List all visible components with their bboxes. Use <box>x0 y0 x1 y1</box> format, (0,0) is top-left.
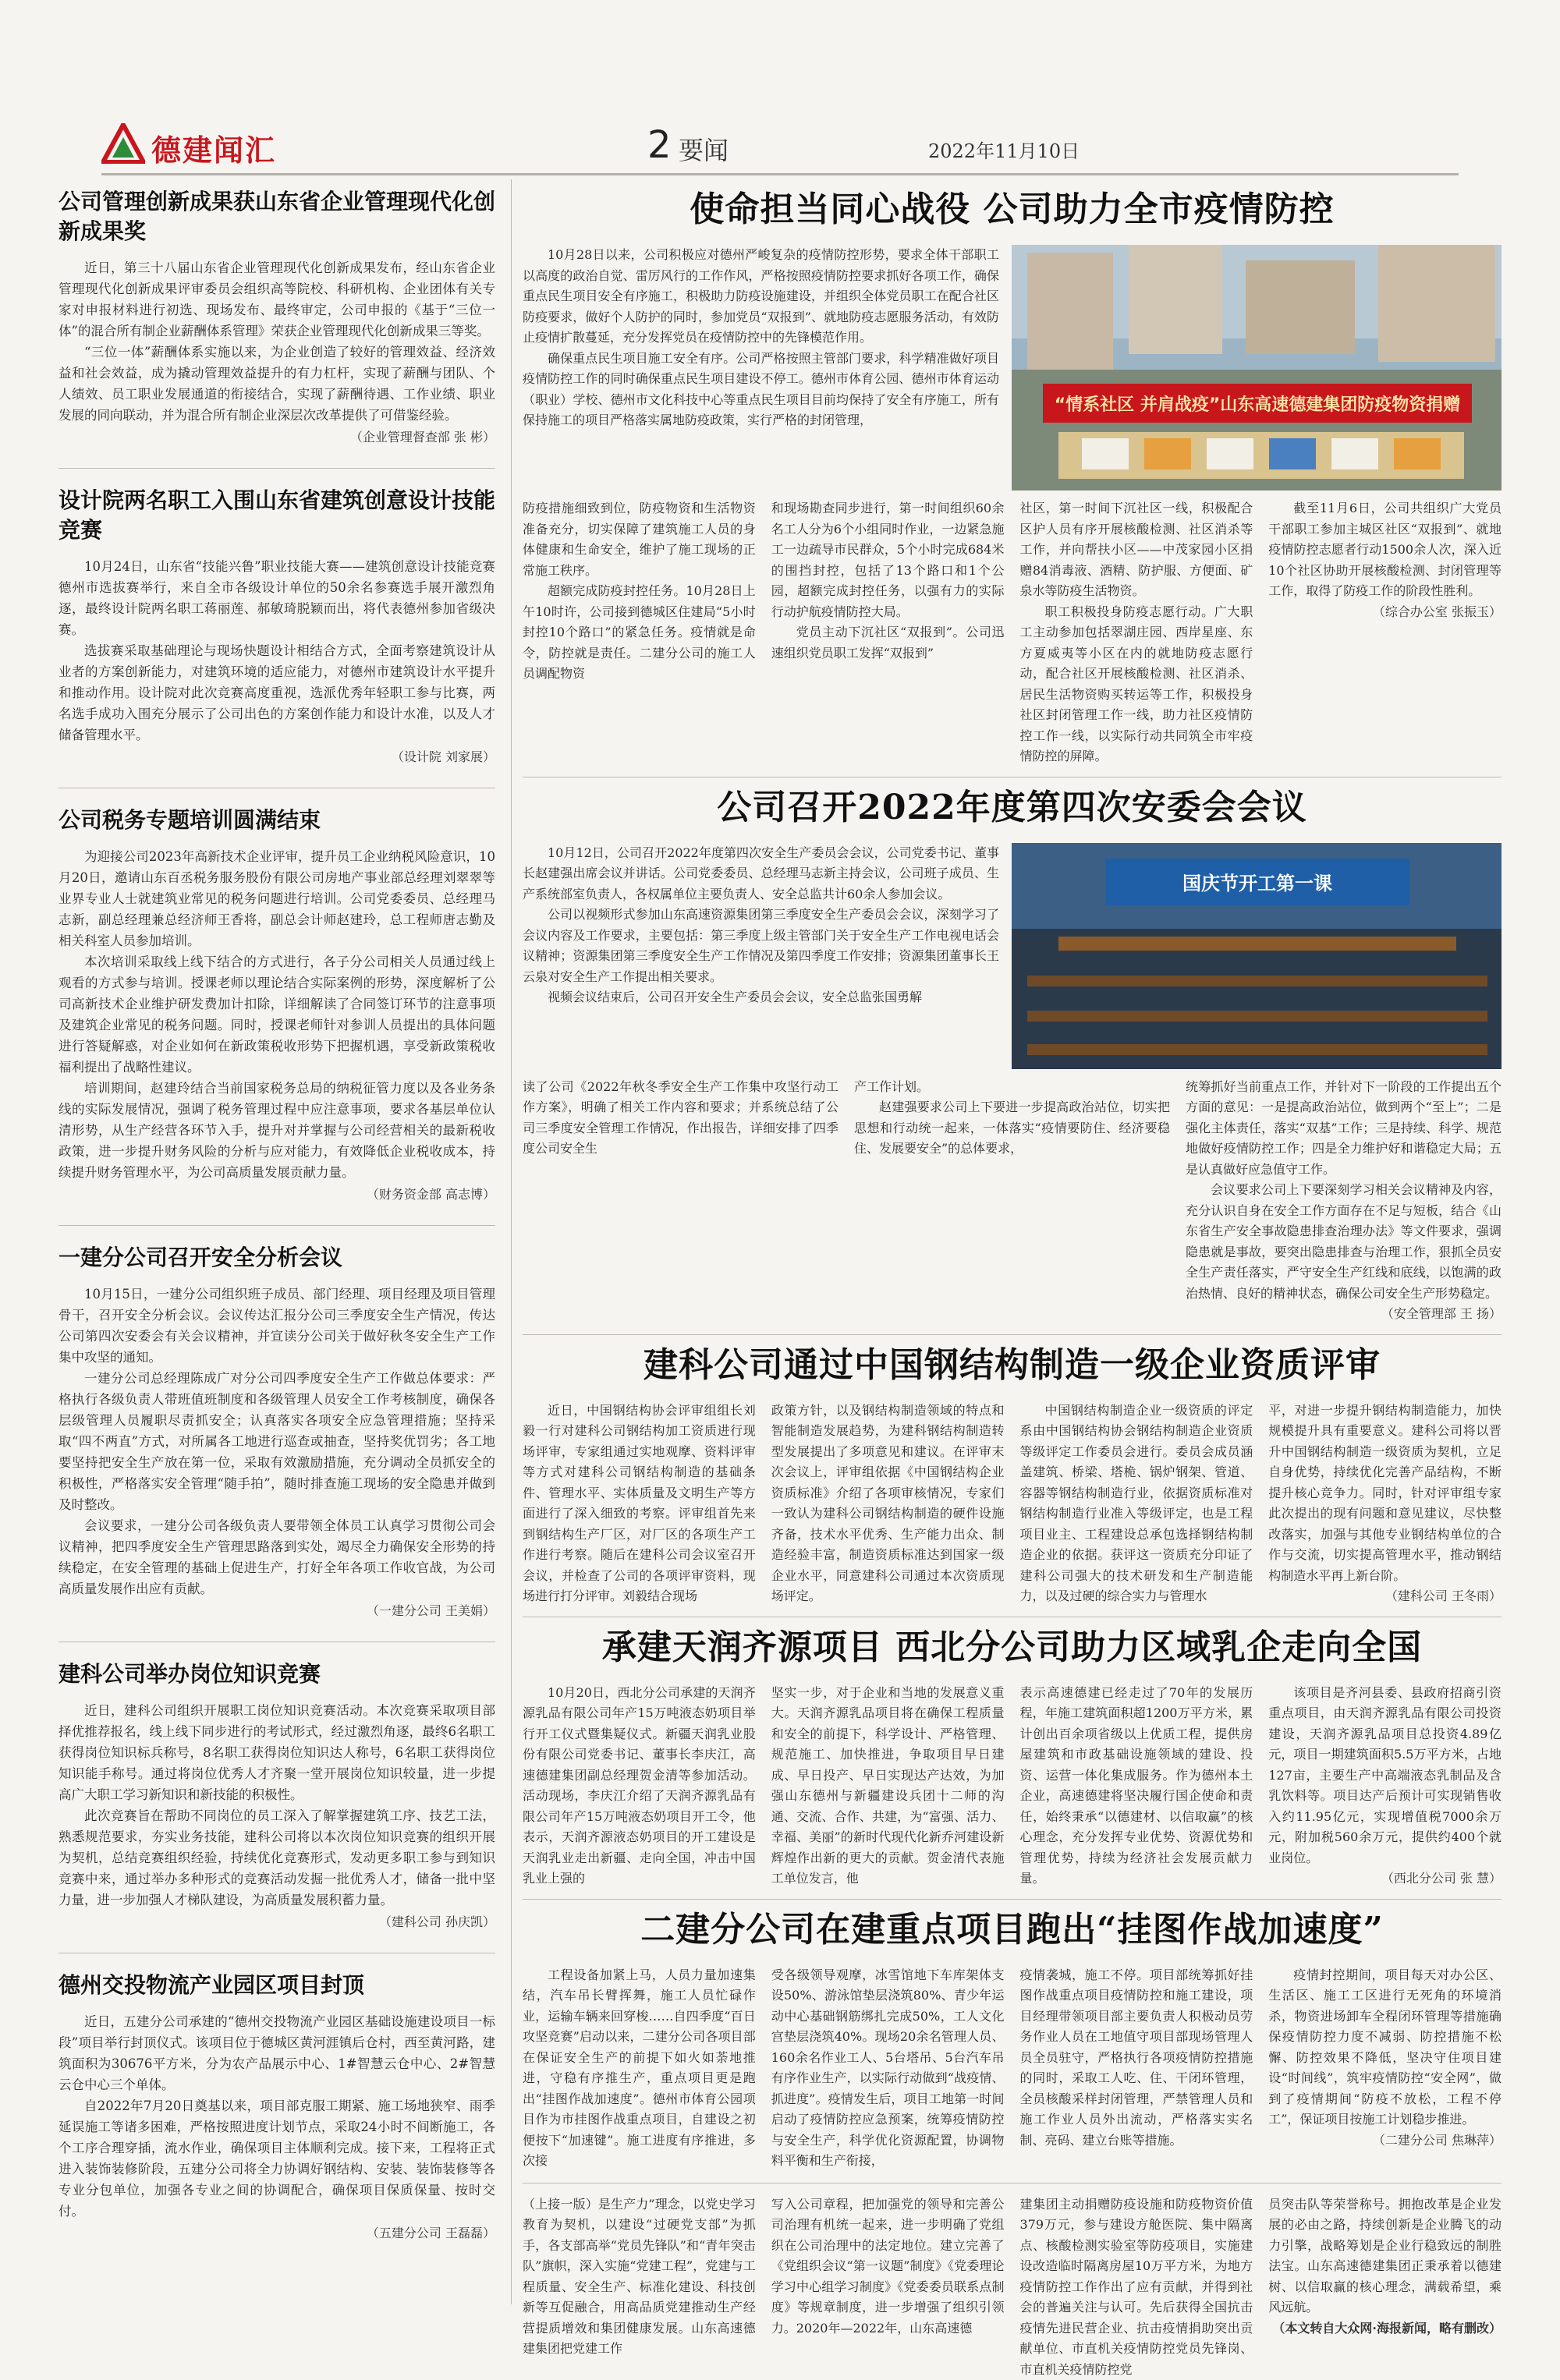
byline: （本文转自大众网·海报新闻，略有删改） <box>1268 2318 1502 2339</box>
left-column <box>58 187 495 2264</box>
article-continued <box>523 2194 1502 2380</box>
paragraph: 赵建强要求公司上下要进一步提高政治站位，切实把思想和行动统一起来，一体落实“疫情要防住、经济要稳住、发展要安全”的总体要求， <box>854 1097 1170 1160</box>
paragraph: 建集团主动捐赠防疫设施和防疫物资价值379万元，参与建设方舱医院、集中隔离点、核酸检测实验室等防疫项目，实施建设改造临时隔离房屋10万平方米，为地方疫情防控工作作出了应有贡献，并得到社会的普遍关注与认可。先后获得全国抗击疫情先进民营企业、抗击疫情捐助突出贡献单位、市直机关疫情防控党员先锋岗、市直机关疫情防控党 <box>1020 2194 1253 2380</box>
paragraph: 视频会议结束后，公司召开安全生产委员会会议，安全总监张国勇解 <box>523 987 999 1008</box>
divider <box>523 1899 1502 1900</box>
paragraph: “三位一体”薪酬体系实施以来，为企业创造了较好的管理效益、经济效益和社会效益，成为撬动管理效益提升的有力杠杆，实现了薪酬与团队、个人绩效、员工职业发展通道的衔接结合，实现了薪酬待遇、工作业绩、职业发展的同向联动，并为混合所有制企业深层次改革提供了可借鉴经验。 <box>58 342 495 426</box>
article-text <box>1186 1077 1502 1325</box>
paragraph: 一建分公司总经理陈成广对分公司四季度安全生产工作做总体要求：严格执行各级负责人带班值班制度和各级管理人员安全工作考核制度，确保各层级管理人员履职尽责抓安全；认真落实各项安全应急管理措施；坚持采取“四不两直”方式，对所属各工地进行巡查或抽查，坚持奖优罚劣；各工地要坚持把安全生产放在第一位，采取有效激励措施，充分调动全员抓安全的积极性，严格落实安全管理“随手拍”，随时排查施工现场的安全隐患并做到及时整改。 <box>58 1368 495 1515</box>
paragraph: 平，对进一步提升钢结构制造能力，加快规模提升具有重要意义。建科公司将以晋升中国钢结构制造一级资质为契机，立足自身优势，持续优化完善产品结构，不断提升核心竞争力。同时，针对评审组专家此次提出的现有问题和意见建议，尽快整改落实，加强与其他专业钢结构单位的合作与交流，切实提高管理水平，推动钢结构制造水平再上新台阶。 <box>1268 1401 1502 1587</box>
article-title: 二建分公司在建重点项目跑出“挂图作战加速度” <box>523 1906 1502 1954</box>
paragraph: 10月15日，一建分公司组织班子成员、部门经理、项目经理及项目管理骨干，召开安全分析会议。会议传达汇报分公司三季度安全生产情况，传达公司第四次安委会有关会议精神，并宣读分公司关于做好秋冬安全生产工作集中攻坚的通知。 <box>58 1284 495 1368</box>
article-title: 一建分公司召开安全分析会议 <box>58 1243 495 1273</box>
paragraph: 近日，中国钢结构协会评审组组长刘毅一行对建科公司钢结构加工资质进行现场评审，专家组通过实地观摩、资料评审等方式对建科公司钢结构制造的基础条件、管理水平、实体质量及文明生产等方面进行了深入细致的考察。评审组首先来到钢结构生产厂区，对厂区的各项生产工作进行考察。随后在建科公司会议室召开会议，并检查了公司的各项评审资料，现场进行打分评审。刘毅结合现场 <box>523 1401 756 1607</box>
article-text <box>854 1077 1170 1325</box>
byline: （建科公司 王冬雨） <box>1268 1586 1502 1607</box>
paragraph: 社区，第一时间下沉社区一线，积极配合区护人员有序开展核酸检测、社区消杀等工作，并向帮扶小区——中茂家园小区捐赠84消毒液、酒精、防护服、方便面、矿泉水等防疫生活物资。 <box>1020 498 1253 602</box>
article-text <box>1268 1965 1502 2172</box>
right-column <box>523 179 1502 2380</box>
byline: （二建分公司 焦琳萍） <box>1268 2130 1502 2152</box>
article-text <box>523 1077 838 1325</box>
article-text <box>1020 1401 1253 1607</box>
article-text <box>1020 2194 1253 2380</box>
paragraph: 培训期间，赵建玲结合当前国家税务总局的纳税征管力度以及各业务条线的实际发展情况，强调了税务管理过程中应注意事项，要求各基层单位认清形势，从生产经营各环节入手，提升对并掌握与公司经营相关的最新税收政策，进一步提升财务风险的分析与应对能力，有效降低企业税收成本，持续提升财务管理水平，为公司高质量发展贡献力量。 <box>58 1078 495 1183</box>
paragraph: 疫情袭城，施工不停。项目部统筹抓好挂图作战重点项目疫情防控和施工建设，项目经理带领项目部主要负责人积极动员劳务作业人员在工地值守项目部现场管理人员全员驻守，严格执行各项疫情防控措施的同时，采取工人吃、住、干闭环管理，全员核酸采样封闭管理，严禁管理人员和施工作业人员外出流动，严格落实实名制、亮码、建立台账等措施。 <box>1020 1965 1253 2152</box>
article-text <box>1268 1683 1502 1889</box>
paragraph: （上接一版）是生产力”理念，以党史学习教育为契机，以建设“过硬党支部”为抓手，各支部高举“党员先锋队”和“青年突击队”旗帜，深入实施“党建工程”，党建与工程质量、安全生产、标准化建设、科技创新等互促融合，用高品质党建推动生产经营提质增效和集团健康发展。山东高速德建集团把党建工作 <box>523 2194 756 2360</box>
article-safety <box>523 784 1502 1325</box>
byline: （综合办公室 张振玉） <box>1268 602 1502 623</box>
article <box>58 806 495 1205</box>
paper-name: 德建闻汇 <box>151 126 276 169</box>
article <box>58 187 495 448</box>
donation-photo <box>1012 245 1502 491</box>
paragraph: 员突击队等荣誉称号。拥抱改革是企业发展的必由之路，持续创新是企业腾飞的动力引擎，战略筹划是企业行稳致远的制胜法宝。山东高速德建集团正秉承着以德建树、以信取赢的核心理念，满载希望，乘风远航。 <box>1268 2194 1502 2318</box>
meeting-photo <box>1012 843 1502 1069</box>
issue-date: 2022年11月10日 <box>928 136 1080 163</box>
paragraph: 和现场勘查同步进行，第一时间组织60余名工人分为6个小组同时作业，一边紧急施工一边疏导市民群众，5个小时完成684米的围挡封控，包括了13个路口和1个公园，超额完成封控任务，以强有力的实际行动护航疫情防控大局。 <box>771 498 1005 622</box>
paragraph: 为迎接公司2023年高新技术企业评审，提升员工企业纳税风险意识，10月20日，邀请山东百丞税务服务股份有限公司房地产事业部总经理刘翠翠等业界专业人士就建筑业常见的税务问题进行培训。公司党委委员、总经理马志新，副总经理兼总经济师王香将，副总会计师赵建玲，总工程师唐志勤及相关科室人员参加培训。 <box>58 846 495 951</box>
paragraph: 产工作计划。 <box>854 1077 1170 1098</box>
article-steel <box>523 1341 1502 1607</box>
paragraph: 近日，第三十八届山东省企业管理现代化创新成果发布，经山东省企业管理现代化创新成果评审委员会组织高等院校、科研机构、企业团体有关专家对申报材料进行初选、现场发布、最终审定，公司申报的《基于“三位一体”的混合所有制企业薪酬体系管理》荣获企业管理现代化创新成果三等奖。 <box>58 257 495 342</box>
article-text <box>1268 2194 1502 2380</box>
paragraph: 10月20日，西北分公司承建的天润齐源乳品有限公司年产15万吨液态奶项目举行开工仪式暨集疑仪式。新疆天润乳业股份有限公司党委书记、董事长李庆江，高速德建集团副总经理贺金清等参加活动。活动现场，李庆江介绍了天润齐源乳品有限公司年产15万吨液态奶项目开工令，他表示，天润齐源液态奶项目的开工建设是天润乳业走出新疆、走向全国，冲击中国乳业上强的 <box>523 1683 756 1889</box>
article <box>58 1243 495 1621</box>
paragraph: 确保重点民生项目施工安全有序。公司严格按照主管部门要求，科学精准做好项目疫情防控工作的同时确保重点民生项目建设不停工。德州市体育公园、德州市体育运动（职业）学校、德州市文化科技中心等重点民生项目目前均保持了安全有序施工，所有保持施工的项目严格落实属地防疫政策，实行严格的封闭管理， <box>523 349 999 431</box>
paragraph: 自2022年7月20日奠基以来，项目部克服工期紧、施工场地狭窄、雨季延误施工等诸多困难，严格按照进度计划节点，采取24小时不间断施工，各个工序合理穿插，流水作业，确保项目主体顺利完成。接下来，工程将正式进入装饰装修阶段，五建分公司将全力协调好钢结构、安装、装饰装修等各专业分包单位，加强各专业之间的协调配合，确保项目保质保量、按时交付。 <box>58 2095 495 2222</box>
article-text <box>523 1401 756 1607</box>
article-title: 承建天润齐源项目 西北分公司助力区域乳企走向全国 <box>523 1624 1502 1672</box>
paragraph: 防疫措施细致到位，防疫物资和生活物资准备充分，切实保障了建筑施工人员的身体健康和生命安全，维护了施工现场的正常施工秩序。 <box>523 498 756 581</box>
article-text <box>771 1683 1005 1889</box>
article-title: 建科公司举办岗位知识竞赛 <box>58 1659 495 1689</box>
paragraph: 10月28日以来，公司积极应对德州严峻复杂的疫情防控形势，要求全体干部职工以高度的政治自觉、雷厉风行的工作作风，严格按照疫情防控要求抓好各项工作，确保重点民生项目安全有序施工，积极助力防疫设施建设，并组织全体党员职工在配合社区防疫要求，做好个人防护的同时，参加党员“双报到”、就地防疫志愿服务活动，有效防止疫情扩散蔓延，充分发挥党员在疫情防控中的先锋模范作用。 <box>523 245 999 349</box>
article-title: 公司税务专题培训圆满结束 <box>58 806 495 835</box>
article-text <box>1020 498 1253 767</box>
section-name: 要闻 <box>679 131 729 167</box>
paragraph: 超额完成防疫封控任务。10月28日上午10时许，公司接到德城区住建局“5小时封控10个路口”的紧急任务。疫情就是命令，防控就是责任。二建分公司的施工人员调配物资 <box>523 581 756 685</box>
article-text <box>771 1965 1005 2172</box>
article-mapping <box>523 1906 1502 2172</box>
article-text <box>523 245 999 491</box>
divider <box>523 1334 1502 1335</box>
masthead-rule <box>101 173 1459 175</box>
article-epidemic <box>523 186 1502 767</box>
column-separator <box>511 179 512 2304</box>
paragraph: 中国钢结构制造企业一级资质的评定系由中国钢结构协会钢结构制造企业资质等级评定工作委员会进行。委员会成员涵盖建筑、桥梁、塔桅、锅炉钢架、管道、容器等钢结构制造行业，依据资质标准对钢结构制造行业准入等级评定，也是工程项目业主、工程建设总承包选择钢结构制造企业的依据。获评这一资质充分印证了建科公司强大的技术研发和生产制造能力，以及过硬的综合实力与管理水 <box>1020 1401 1253 1607</box>
article-text <box>523 1965 756 2172</box>
article-text <box>523 843 999 1069</box>
paragraph: 10月24日，山东省“技能兴鲁”职业技能大赛——建筑创意设计技能竞赛德州市选拔赛举行，来自全市各级设计单位的50余名参赛选手展开激烈角逐，最终设计院两名职工蒋丽莲、郝敏琦脱颖而出，将代表德州参加省级决赛。 <box>58 556 495 640</box>
masthead <box>101 117 1459 172</box>
article-text <box>1268 498 1502 767</box>
screen-text: 国庆节开工第一课 <box>1182 873 1332 894</box>
logo-icon <box>101 123 145 164</box>
article-dairy <box>523 1624 1502 1889</box>
paragraph: 该项目是齐河县委、县政府招商引资重点项目，由天润齐源乳品有限公司投资建设，天润齐源乳品项目总投资4.89亿元，项目一期建筑面积5.5万平方米，占地127亩，主要生产中高端液态乳制品及含乳饮料等。项目达产后预计可实现销售收入约11.95亿元，实现增值税7000余万元，附加税560余万元，提供约400个就业岗位。 <box>1268 1683 1502 1869</box>
paragraph: 截至11月6日，公司共组织广大党员干部职工参加主城区社区“双报到”、就地疫情防控志愿者行动1500余人次，深入近10个社区协助开展核酸检测、封闭管理等工作，取得了防疫工作的阶段性胜利。 <box>1268 498 1502 602</box>
article-title: 德州交投物流产业园区项目封顶 <box>58 1971 495 2000</box>
byline: （一建分公司 王美娟） <box>58 1601 495 1621</box>
byline: （设计院 刘家展） <box>58 747 495 767</box>
byline: （安全管理部 王 扬） <box>1186 1304 1502 1325</box>
article-title: 设计院两名职工入围山东省建筑创意设计技能竞赛 <box>58 486 495 545</box>
article-text <box>523 1683 756 1889</box>
paragraph: 会议要求公司上下要深刻学习相关会议精神及内容，充分认识自身在安全工作方面存在不足与短板，结合《山东省生产安全事故隐患排查治理办法》等文件要求，强调隐患就是事故，要突出隐患排查与治理工作，狠抓全员安全生产责任落实，严守安全生产红线和底线，以饱满的政治热情、良好的精神状态，确保公司安全生产形势稳定。 <box>1186 1180 1502 1304</box>
article-text <box>771 498 1005 767</box>
article-text <box>1020 1683 1253 1889</box>
byline: （建科公司 孙庆凯） <box>58 1912 495 1932</box>
byline: （企业管理督查部 张 彬） <box>58 427 495 448</box>
paragraph: 表示高速德建已经走过了70年的发展历程，年施工建筑面积超1200万平方米，累计创出百余项省级以上优质工程，提供房屋建筑和市政基础设施领域的建设、投资、运营一体化集成服务。作为德州本土企业，高速德建将坚决履行国企使命和责任，始终秉承“以德建材、以信取赢”的核心理念，充分发挥专业优势、资源优势和管理优势，持续为经济社会发展贡献力量。 <box>1020 1683 1253 1889</box>
article-title: 公司管理创新成果获山东省企业管理现代化创新成果奖 <box>58 187 495 246</box>
paragraph: 本次培训采取线上线下结合的方式进行，各子分公司相关人员通过线上观看的方式参与培训。授课老师以理论结合实际案例的形势，深度解析了公司高新技术企业维护研发费加计扣除，详细解读了合同签订环节的注意事项及建筑企业常见的税务问题。同时，授课老师针对参训人员提出的具体问题进行答疑解惑，对企业如何在新政策税收形势下把握机遇，享受新政策税收福利提出了战略性建议。 <box>58 951 495 1078</box>
divider <box>58 468 495 469</box>
photo-banner-text: “情系社区 并肩战疫”山东高速德建集团防疫物资捐赠 <box>1055 395 1461 415</box>
paragraph: 统筹抓好当前重点工作，并针对下一阶段的工作提出五个方面的意见：一是提高政治站位，做到两个“至上”；二是强化主体责任，落实“双基”工作；三是持续、科学、规范地做好疫情防控工作；四是全力维护好和谐稳定大局；五是认真做好应急值守工作。 <box>1186 1077 1502 1181</box>
page-number: 2 <box>647 123 672 167</box>
paragraph: 会议要求，一建分公司各级负责人要带领全体员工认真学习贯彻公司会议精神，把四季度安全生产管理思路落到实处，竭尽全力确保安全形势的持续稳定，在安全管理的基础上促进生产，打好全年各项工作收官战，为公司高质量发展作出应有贡献。 <box>58 1515 495 1599</box>
article-text <box>1268 1401 1502 1607</box>
paragraph: 读了公司《2022年秋冬季安全生产工作集中攻坚行动工作方案》，明确了相关工作内容和要求；并系统总结了公司三季度安全管理工作情况，作出报告，详细安排了四季度公司安全生 <box>523 1077 838 1160</box>
paragraph: 近日，五建分公司承建的“德州交投物流产业园区基础设施建设项目一标段”项目举行封顶仪式。该项目位于德城区黄河涯镇后仓村，西至黄河路，建筑面积为30676平方米，分为农产品展示中心、1#智慧云仓中心、2#智慧云仓中心三个单体。 <box>58 2011 495 2095</box>
article <box>58 486 495 767</box>
article <box>58 1971 495 2244</box>
paragraph: 工程设备加紧上马，人员力量加速集结，汽车吊长臂挥舞，施工人员忙碌作业，运输车辆来回穿梭……自四季度“百日攻坚竞赛”启动以来，二建分公司各项目部在保证安全生产的前提下如火如荼地推进，守稳有序推生产，重点项目更是跑出“挂图作战加速度”。德州市体育公园项目作为市挂图作战重点项目，自建设之初便按下“加速键”。施工进度有序推进，多次接 <box>523 1965 756 2172</box>
paragraph: 近日，建科公司组织开展职工岗位知识竞赛活动。本次竞赛采取项目部择优推荐报名，线上线下同步进行的考试形式，经过激烈角逐，最终6名职工获得岗位知识标兵称号，8名职工获得岗位知识达人称号，6名职工获得岗位知识能手称号。通过将岗位优秀人才齐聚一堂开展岗位知识较量，进一步提高广大职工学习新知识和新技能的积极性。 <box>58 1700 495 1805</box>
paragraph: 党员主动下沉社区“双报到”。公司迅速组织党员职工发挥“双报到” <box>771 622 1005 664</box>
paragraph: 坚实一步，对于企业和当地的发展意义重大。天润齐源乳品项目将在确保工程质量和安全的前提下，科学设计、严格管理、规范施工、加快推进，争取项目早日建成、早日投产、早日实现达产达效，为加强山东德州与新疆建设兵团十二师的沟通、交流、合作、共建，为“富强、活力、幸福、美丽”的新时代现代化新乔河建设新辉煌作出新的更大的贡献。贺金清代表施工单位发言，他 <box>771 1683 1005 1889</box>
paragraph: 受各级领导观摩，冰雪馆地下车库架体支设50%、游泳馆垫层浇筑80%、青少年运动中心基础钢筋绑扎完成50%，工人文化宫垫层浇筑40%。现场20余名管理人员、160余名作业工人、5台塔吊、5台汽车吊有序作业生产，以实际行动做到“战疫情、抓进度”。疫情发生后，项目工地第一时间启动了疫情防控应急预案，统筹疫情防控与安全生产，科学优化资源配置，协调物料平衡和生产衔接， <box>771 1965 1005 2172</box>
article-text <box>523 498 756 767</box>
article-text <box>771 1401 1005 1607</box>
article-text <box>771 2194 1005 2380</box>
paragraph: 公司以视频形式参加山东高速资源集团第三季度安全生产委员会会议，深刻学习了会议内容及工作要求，主要包括：第三季度上级主管部门关于安全生产工作电视电话会议精神；资源集团第三季度安全生产工作情况及第四季度工作安排；资源集团董事长王云泉对安全生产工作提出相关要求。 <box>523 905 999 987</box>
paragraph: 职工积极投身防疫志愿行动。广大职工主动参加包括翠湖庄园、西岸星座、东方夏威夷等小区在内的就地防疫志愿行动，配合社区开展核酸检测、社区消杀、居民生活物资购买转运等工作，积极投身社区封闭管理工作一线，助力社区疫情防控工作一线，以实际行动共同筑全市牢疫情防控的屏障。 <box>1020 602 1253 767</box>
paragraph: 选拔赛采取基础理论与现场快题设计相结合方式，全面考察建筑设计从业者的方案创新能力，对建筑环境的适应能力，对德州市建筑设计水平提升和推动作用。设计院对此次竞赛高度重视，选派优秀年轻职工参与比赛，两名选手成功入围充分展示了公司出色的方案创作能力和设计水准，以及人才储备管理水平。 <box>58 640 495 746</box>
article-title: 公司召开2022年度第四次安委会会议 <box>523 784 1502 832</box>
paragraph: 此次竞赛旨在帮助不同岗位的员工深入了解掌握建筑工序、技艺工法，熟悉规范要求，夯实业务技能，建科公司将以本次岗位知识竞赛的组织开展为契机，总结竞赛组织经验，持续优化竞赛形式，发动更多职工参与到知识竞赛中来，通过举办多种形式的竞赛活动发掘一批优秀人才，储备一批中坚力量，进一步加强人才梯队建设，为高质量发展积蓄力量。 <box>58 1805 495 1911</box>
paragraph: 10月12日，公司召开2022年度第四次安全生产委员会会议，公司党委书记、董事长赵建强出席会议并讲话。公司党委委员、总经理马志新主持会议，公司班子成员、生产系统部室负责人，各权属单位主要负责人、安全总监共计60余人参加会议。 <box>523 843 999 905</box>
article <box>58 1659 495 1932</box>
article-title: 使命担当同心战役 公司助力全市疫情防控 <box>523 186 1502 234</box>
paragraph: 政策方针，以及钢结构制造领域的特点和智能制造发展趋势，为建科钢结构制造转型发展提出了多项意见和建议。在评审末次会议上，评审组依据《中国钢结构企业资质标准》介绍了各项审核情况，专家们一致认为建科公司钢结构制造的硬件设施齐备，技术水平优秀、生产能力出众、制造经验丰富，制造资质标准达到国家一级企业水平，同意建科公司通过本次资质现场评定。 <box>771 1401 1005 1607</box>
article-text <box>523 2194 756 2380</box>
article-title: 建科公司通过中国钢结构制造一级企业资质评审 <box>523 1341 1502 1390</box>
byline: （财务资金部 高志博） <box>58 1185 495 1205</box>
divider <box>58 1225 495 1226</box>
byline: （西北分公司 张 慧） <box>1268 1868 1502 1889</box>
paragraph: 疫情封控期间，项目每天对办公区、生活区、施工工区进行无死角的环境消杀，物资进场卸车全程闭环管理等措施确保疫情防控力度不减弱、防控措施不松懈、防控效果不降低，坚决守住项目建设“时间线”，筑牢疫情防控“安全网”，做到了疫情期间“防疫不放松，工程不停工”，保证项目按施工计划稳步推进。 <box>1268 1965 1502 2130</box>
paragraph: 写入公司章程，把加强党的领导和完善公司治理有机统一起来，进一步明确了党组织在公司治理中的法定地位。建立完善了《党组织会议“第一议题”制度》《党委理论学习中心组学习制度》《党委委员联系点制度》等规章制度，进一步增强了组织引领力。2020年—2022年，山东高速德 <box>771 2194 1005 2339</box>
article-text <box>1020 1965 1253 2172</box>
byline: （五建分公司 王磊磊） <box>58 2223 495 2244</box>
